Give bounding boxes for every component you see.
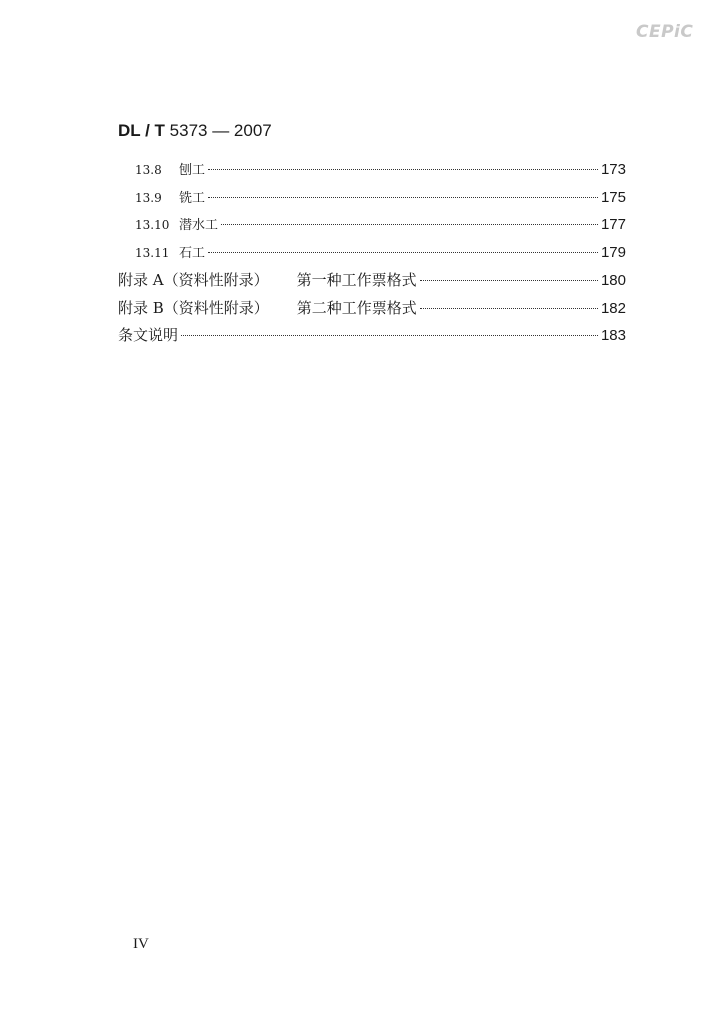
toc-entry-page: 183: [600, 327, 626, 344]
toc-leader: [221, 224, 598, 225]
toc-appendix-entry[interactable]: [118, 269, 626, 297]
toc-entry-title: 铣工: [179, 190, 206, 206]
toc-entry-page: 179: [600, 243, 626, 261]
toc-entry[interactable]: [118, 159, 626, 187]
toc-entry[interactable]: [118, 242, 626, 270]
toc-leader: [420, 280, 598, 281]
toc-leader: [181, 335, 598, 336]
toc-entry[interactable]: [118, 214, 626, 242]
toc-leader: [208, 197, 598, 198]
page-number: IV: [133, 936, 149, 952]
toc-entry-number: 13.10: [135, 218, 170, 232]
toc-entry-number: 13.8: [135, 163, 162, 177]
toc-appendix-label: 附录 A（资料性附录）: [118, 271, 269, 289]
toc-appendix-label: 条文说明: [118, 326, 179, 344]
toc-entry-page: 177: [600, 216, 626, 233]
toc-entry-title: 潜水工: [179, 218, 219, 233]
toc-entry-number: 13.9: [135, 190, 162, 205]
toc-entry-page: 180: [600, 272, 626, 289]
toc-entry-number: 13.11: [135, 245, 170, 260]
toc-appendix-title: 第二种工作票格式: [296, 298, 417, 317]
document-id-prefix: DL / T: [118, 121, 165, 140]
table-of-contents: [118, 159, 626, 352]
toc-entry-title: 刨工: [179, 163, 206, 178]
toc-appendix-label: 附录 B（资料性附录）: [118, 298, 269, 317]
toc-entry-page: 182: [600, 299, 626, 317]
toc-entry-page: 173: [600, 161, 626, 178]
toc-entry-page: 175: [600, 188, 626, 206]
toc-appendix-entry[interactable]: [118, 324, 626, 352]
toc-appendix-title: 第一种工作票格式: [296, 271, 417, 289]
toc-entry-title: 石工: [179, 245, 206, 261]
toc-leader: [208, 169, 598, 170]
document-id-number: 5373 — 2007: [169, 121, 272, 140]
toc-leader: [420, 308, 598, 309]
toc-leader: [208, 252, 598, 253]
publisher-logo: CEPiC: [636, 22, 694, 42]
document-id: [118, 121, 272, 141]
toc-entry[interactable]: [118, 187, 626, 215]
toc-appendix-entry[interactable]: [118, 297, 626, 325]
